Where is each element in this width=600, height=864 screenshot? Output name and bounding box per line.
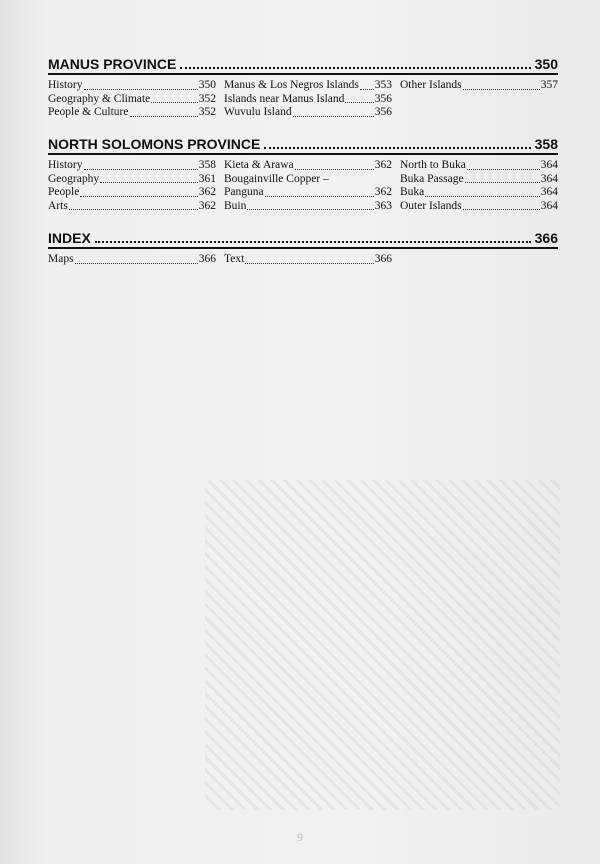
toc-entry[interactable] (400, 200, 558, 214)
toc-entry[interactable] (48, 93, 216, 107)
leader-dots (425, 186, 539, 197)
leader-dots (75, 253, 198, 264)
entry-label: Manus & Los Negros Islands (224, 79, 359, 91)
leader-dots (80, 186, 197, 197)
entry-page: 352 (198, 106, 216, 118)
toc-entry[interactable] (224, 79, 392, 93)
entry-page: 362 (198, 186, 216, 198)
toc-entry[interactable] (400, 173, 558, 187)
section-title: INDEX (48, 230, 91, 246)
leader-dots (465, 173, 540, 184)
leader-dots (151, 93, 198, 104)
toc-column (48, 79, 224, 120)
show-through-map (205, 480, 560, 810)
entry-page: 366 (374, 253, 392, 265)
leader-dots (295, 159, 374, 170)
entry-page: 353 (374, 79, 392, 91)
entry-label: Buin (224, 199, 247, 212)
toc-entry[interactable] (48, 200, 216, 214)
entry-label: Outer Islands (400, 199, 462, 212)
entry-label: Islands near Manus Island (224, 92, 345, 105)
toc-column (224, 79, 400, 120)
leader-dots (293, 106, 374, 117)
entry-label: People (48, 186, 80, 198)
entry-label: People & Culture (48, 106, 129, 118)
leader-dots (95, 241, 531, 243)
entry-label: Other Islands (400, 79, 462, 91)
leader-dots (463, 200, 540, 211)
entry-label: Buka (400, 186, 425, 198)
leader-dots (345, 93, 373, 104)
toc-entry[interactable] (400, 79, 558, 93)
leader-dots (130, 106, 198, 117)
leader-dots (180, 67, 530, 69)
leader-dots (463, 79, 540, 90)
entry-label: Maps (48, 253, 74, 265)
page-number: 9 (297, 830, 303, 844)
entry-page: 358 (198, 159, 216, 171)
toc-entry[interactable] (224, 173, 392, 187)
section-title: NORTH SOLOMONS PROVINCE (48, 136, 261, 152)
entry-label: Arts (48, 199, 68, 212)
section-heading (48, 136, 558, 155)
entry-page: 364 (540, 159, 558, 171)
entry-label: Bougainville Copper – (224, 172, 329, 185)
entry-page: 357 (540, 79, 558, 91)
toc-entry[interactable] (224, 159, 392, 173)
toc-entry[interactable] (400, 186, 558, 200)
entry-page: 362 (374, 159, 392, 171)
entry-label: History (48, 79, 83, 91)
entry-label: Text (224, 253, 245, 265)
toc-entry[interactable] (224, 200, 392, 214)
leader-dots (245, 253, 373, 264)
entry-page: 350 (198, 79, 216, 91)
section-page-number: 366 (534, 230, 558, 246)
toc-entry[interactable] (400, 159, 558, 173)
leader-dots (264, 147, 530, 149)
toc-column (48, 253, 224, 267)
toc-entry[interactable] (224, 106, 392, 120)
entry-page: 364 (540, 199, 558, 212)
toc-entry[interactable] (48, 186, 216, 200)
toc-column (400, 79, 558, 120)
entry-page: 356 (374, 106, 392, 118)
section-manus-province (48, 56, 558, 120)
section-title: MANUS PROVINCE (48, 56, 177, 72)
entry-page: 356 (374, 92, 392, 105)
section-page-number: 358 (534, 136, 558, 152)
toc-entry[interactable] (48, 159, 216, 173)
entry-label: Geography & Climate (48, 92, 151, 105)
toc-columns (48, 79, 558, 120)
leader-dots (265, 186, 374, 197)
leader-dots (247, 200, 373, 211)
entry-label: History (48, 159, 83, 171)
entry-page: 361 (198, 172, 216, 185)
toc-columns (48, 159, 558, 213)
section-heading (48, 230, 558, 249)
entry-page: 352 (198, 92, 216, 105)
toc-entry[interactable] (48, 253, 216, 267)
entry-page: 364 (540, 172, 558, 185)
entry-page: 362 (374, 186, 392, 198)
leader-dots (84, 79, 198, 90)
toc-entry[interactable] (48, 173, 216, 187)
entry-label: Wuvulu Island (224, 106, 292, 118)
entry-page: 363 (374, 199, 392, 212)
toc-entry[interactable] (224, 186, 392, 200)
entry-label: Kieta & Arawa (224, 159, 294, 171)
entry-label: Buka Passage (400, 172, 464, 185)
section-page-number: 350 (534, 56, 558, 72)
leader-dots (467, 159, 540, 170)
leader-dots (360, 79, 374, 90)
entry-page: 362 (198, 199, 216, 212)
toc-column (224, 253, 400, 267)
toc-columns (48, 253, 558, 267)
toc-entry[interactable] (48, 79, 216, 93)
leader-dots (84, 159, 198, 170)
entry-page: 364 (540, 186, 558, 198)
toc-column (224, 159, 400, 213)
toc-entry[interactable] (224, 93, 392, 107)
toc-column (48, 159, 224, 213)
section-index (48, 230, 558, 267)
entry-label: Geography (48, 172, 100, 185)
section-north-solomons-province (48, 136, 558, 213)
entry-page: 366 (198, 253, 216, 265)
entry-label: North to Buka (400, 159, 466, 171)
toc-entry[interactable] (48, 106, 216, 120)
toc-entry[interactable] (224, 253, 392, 267)
leader-dots (100, 173, 198, 184)
section-heading (48, 56, 558, 75)
toc-column (400, 159, 558, 213)
leader-dots (69, 200, 198, 211)
entry-label: Panguna (224, 186, 264, 198)
